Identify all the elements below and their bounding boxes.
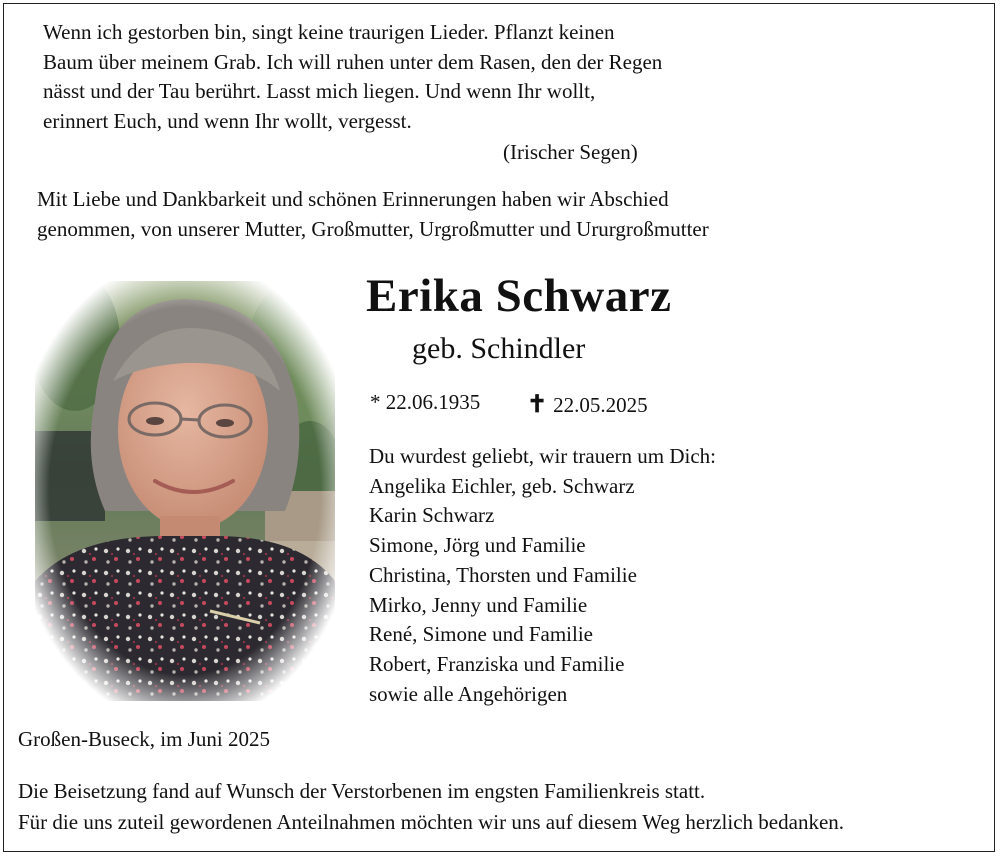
poem-line: Wenn ich gestorben bin, singt keine traurigen Lieder. Pflanzt keinen <box>43 20 615 44</box>
poem-line: erinnert Euch, und wenn Ihr wollt, vergesst. <box>43 108 412 133</box>
closing-text <box>18 776 844 838</box>
deceased-name: Erika Schwarz <box>366 270 672 322</box>
intro-line: genommen, von unserer Mutter, Großmutter, Urgroßmutter und Ururgroßmutter <box>37 216 709 241</box>
portrait-photo <box>35 281 335 701</box>
mourner-entry: René, Simone und Familie <box>369 622 593 647</box>
mourner-entry: Karin Schwarz <box>369 503 495 528</box>
intro-line: Mit Liebe und Dankbarkeit und schönen Erinnerungen haben wir Abschied <box>37 187 669 211</box>
poem-source: (Irischer Segen) <box>503 140 638 164</box>
poem-block <box>43 18 662 136</box>
mourner-entry: Christina, Thorsten und Familie <box>369 562 637 587</box>
maiden-name: geb. Schindler <box>412 332 586 365</box>
place-date: Großen-Buseck, im Juni 2025 <box>18 727 270 751</box>
intro-text <box>37 185 709 244</box>
death-date-line <box>527 390 648 419</box>
closing-line: Die Beisetzung fand auf Wunsch der Verstorbenen im engsten Familienkreis statt. <box>18 779 706 803</box>
closing-line: Für die uns zuteil gewordenen Anteilnahmen möchten wir uns auf diesem Weg herzlich bedanken. <box>18 810 845 834</box>
mourner-entry: sowie alle Angehörigen <box>369 681 568 706</box>
mourner-entry: Robert, Franziska und Familie <box>369 651 625 676</box>
mourner-entry: Mirko, Jenny und Familie <box>369 592 588 617</box>
death-date: 22.05.2025 <box>553 393 648 417</box>
mourner-entry: Angelika Eichler, geb. Schwarz <box>369 473 635 498</box>
poem-line: Baum über meinem Grab. Ich will ruhen unter dem Rasen, den der Regen <box>43 49 663 74</box>
mourners-heading: Du wurdest geliebt, wir trauern um Dich: <box>369 444 716 468</box>
mourners-list <box>369 442 716 709</box>
birth-date: * 22.06.1935 <box>370 390 481 414</box>
poem-line: nässt und der Tau berührt. Lasst mich liegen. Und wenn Ihr wollt, <box>43 79 596 103</box>
mourner-entry: Simone, Jörg und Familie <box>369 533 586 558</box>
cross-icon: ✝ <box>527 392 548 418</box>
